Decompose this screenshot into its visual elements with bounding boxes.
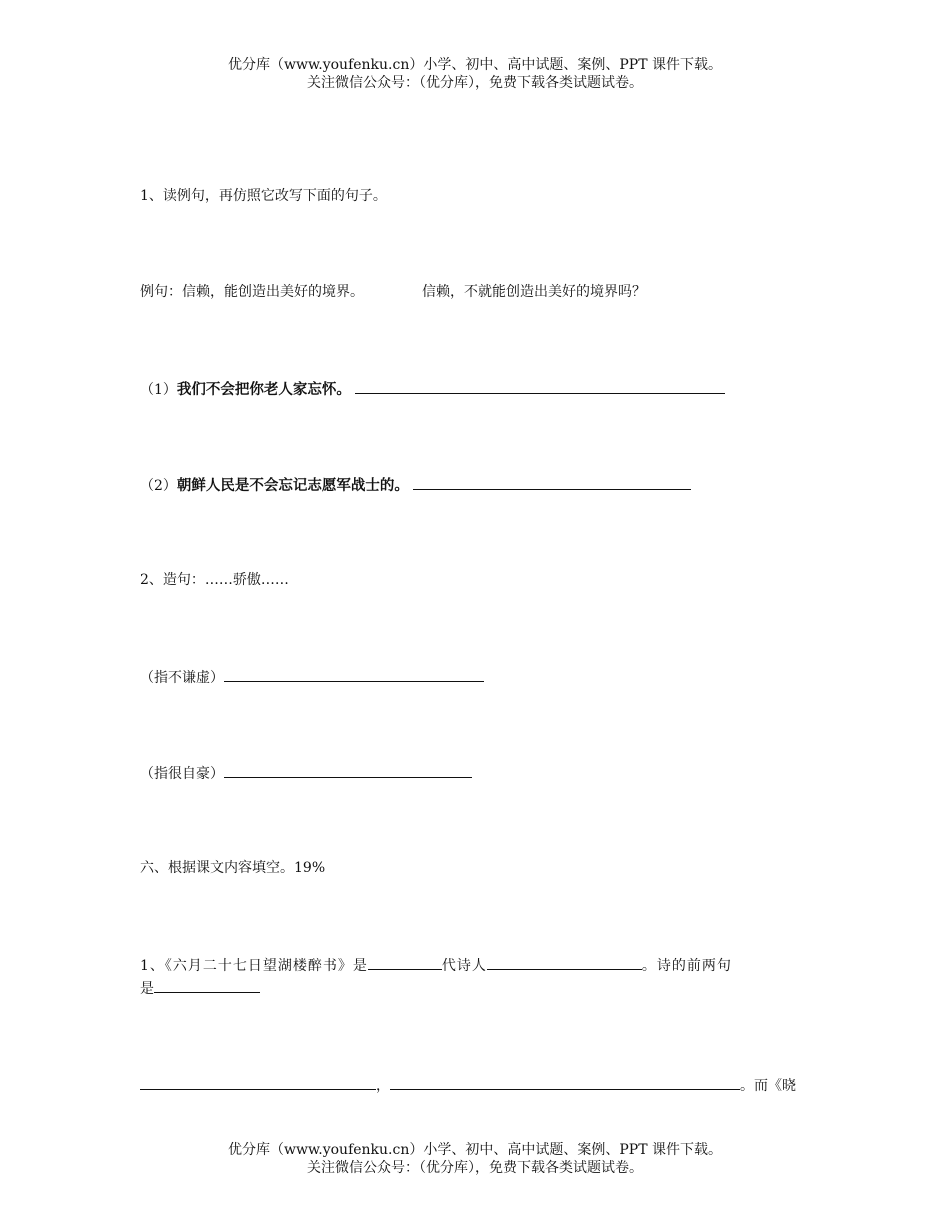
q2-title: 2、造句：……骄傲……: [140, 572, 289, 588]
page-footer: [0, 1141, 950, 1177]
answer-blank[interactable]: [224, 762, 472, 778]
blank-first-lines[interactable]: [154, 977, 260, 993]
blank-line-1[interactable]: [140, 1074, 376, 1090]
item-sentence: 我们不会把你老人家忘怀。: [176, 382, 351, 398]
q1-item-1: [140, 378, 725, 400]
header-line-1: 优分库（www.youfenku.cn）小学、初中、高中试题、案例、PPT 课件下载。: [227, 57, 722, 73]
answer-blank[interactable]: [355, 378, 725, 394]
answer-blank[interactable]: [413, 474, 691, 490]
q2-item-1: [140, 666, 484, 688]
example-sentence: 例句：信赖，能创造出美好的境界。: [140, 284, 364, 300]
answer-blank[interactable]: [224, 666, 484, 682]
item-number: （2）: [140, 478, 177, 494]
header-line-2: 关注微信公众号：（优分库），免费下载各类试题试卷。: [307, 75, 643, 91]
page-header: [0, 56, 950, 92]
q1-item-2: [140, 474, 691, 496]
section-6-q1: 1、《六月二十七日望湖楼醉书》是 代诗人 。诗的前两句: [140, 954, 812, 976]
q2-item-2: [140, 762, 472, 784]
section-6-q1-line: ， 。而《晓: [140, 1074, 796, 1096]
blank-dynasty[interactable]: [368, 954, 442, 970]
section-6-q1-cont: 是: [140, 977, 260, 999]
footer-line-1: 优分库（www.youfenku.cn）小学、初中、高中试题、案例、PPT 课件下载。: [227, 1142, 722, 1158]
q1-title: 1、读例句，再仿照它改写下面的句子。: [140, 188, 387, 204]
item-sentence: 朝鲜人民是不会忘记志愿军战士的。: [176, 478, 409, 494]
item-label: （指不谦虚）: [140, 670, 224, 686]
blank-poet[interactable]: [487, 954, 642, 970]
q1-example: [140, 282, 646, 302]
blank-line-2[interactable]: [390, 1074, 740, 1090]
footer-line-2: 关注微信公众号：（优分库），免费下载各类试题试卷。: [307, 1160, 643, 1176]
section-6-title: 六、根据课文内容填空。19%: [140, 860, 326, 876]
item-label: （指很自豪）: [140, 766, 224, 782]
item-number: （1）: [140, 382, 177, 398]
example-rewrite: 信赖，不就能创造出美好的境界吗？: [422, 284, 646, 300]
